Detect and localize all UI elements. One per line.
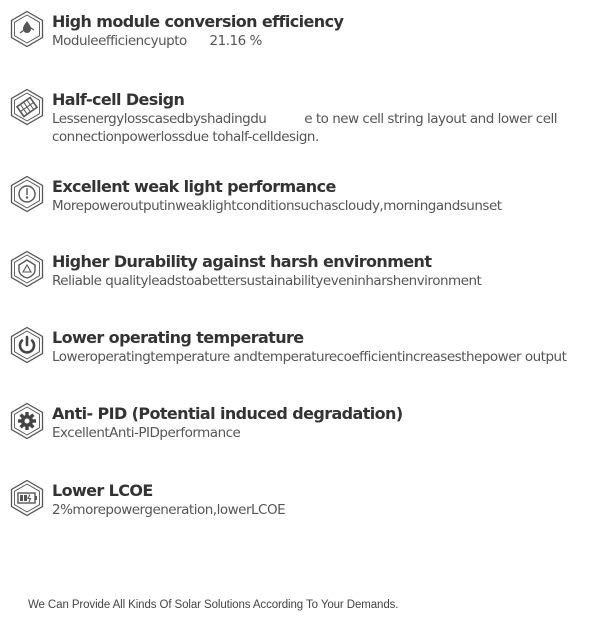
feature-item-efficiency	[8, 10, 604, 50]
battery-icon	[8, 479, 46, 517]
feature-title: Anti- PID (Potential induced degradation)	[52, 404, 403, 423]
feature-title: High module conversion efficiency	[52, 12, 344, 31]
feature-title: Higher Durability against harsh environment	[52, 252, 432, 271]
feature-description: Lessenergylosscasedbyshadingdu e to new cell string layout and lower cell connectionpowerlossdue tohalf-celldesign.	[52, 111, 561, 145]
feature-item-lcoe	[8, 479, 604, 519]
feature-title: Half-cell Design	[52, 90, 185, 109]
feature-item-anti-pid	[8, 402, 604, 442]
efficiency-icon	[8, 10, 46, 48]
feature-description: Reliable qualityleadstoabettersustainabilityeveninharshenvironment	[52, 273, 482, 289]
feature-description: ExcellentAnti-PIDperformance	[52, 425, 241, 441]
half-cell-icon	[8, 88, 46, 126]
durability-icon	[8, 250, 46, 288]
weak-light-icon	[8, 175, 46, 213]
feature-item-durability	[8, 250, 604, 290]
gear-icon	[8, 402, 46, 440]
feature-description: Moduleefficiencyupto 21.16 %	[52, 33, 262, 49]
feature-title: Excellent weak light performance	[52, 177, 336, 196]
feature-item-temperature	[8, 326, 604, 366]
power-icon	[8, 326, 46, 364]
feature-title: Lower operating temperature	[52, 328, 304, 347]
feature-description: 2%morepowergeneration,lowerLCOE	[52, 502, 286, 518]
feature-item-half-cell	[8, 88, 604, 146]
feature-description: Loweroperatingtemperature andtemperaturecoefficientincreasesthepower output	[52, 349, 567, 365]
feature-item-weak-light	[8, 175, 604, 215]
footer-tagline: We Can Provide All Kinds Of Solar Solutions According To Your Demands.	[28, 599, 399, 611]
feature-description: Morepoweroutputinweaklightconditionsuchascloudy,morningandsunset	[52, 198, 502, 214]
feature-title: Lower LCOE	[52, 481, 153, 500]
